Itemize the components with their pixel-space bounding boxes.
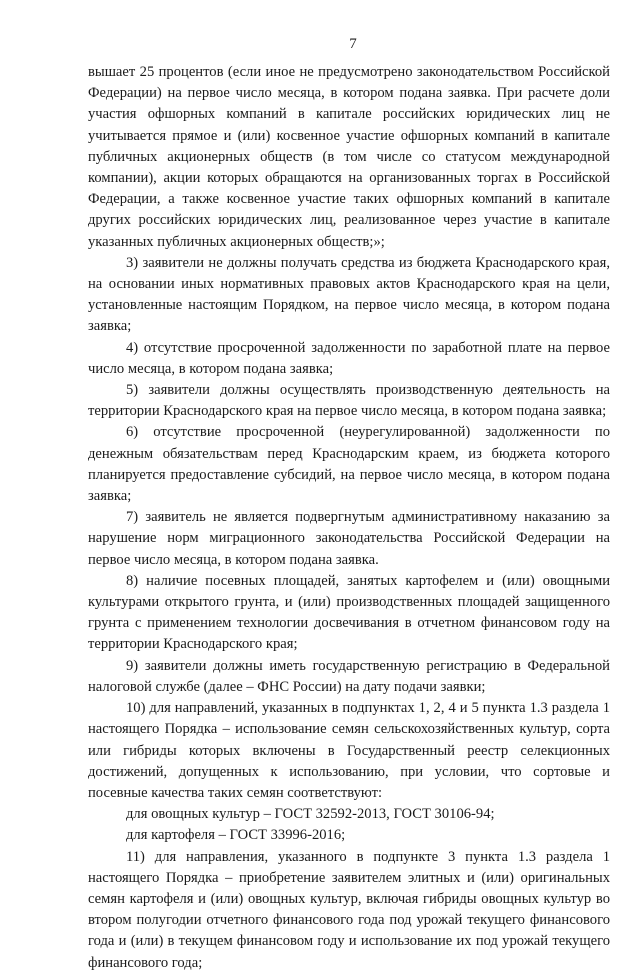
- paragraph-item-11: 11) для направления, указанного в подпункте 3 пункта 1.3 раздела 1 настоящего Порядка – приобретение заявителем элитных и (или) оригинальных семян картофеля и (или) овощных культур, включая гибриды овощных культур во втором полугодии отчетного финансового года под урожай текущего финансового года и (или) в текущем финансовом году и использование их под урожай текущего финансового года;: [88, 848, 610, 971]
- paragraph-item-5: 5) заявители должны осуществлять производственную деятельность на территории Краснодарского края на первое число месяца, в котором подана заявка;: [88, 382, 610, 420]
- paragraph-item-6: 6) отсутствие просроченной (неурегулированной) задолженности по денежным обязательствам перед Краснодарским краем, из бюджета которого планируется предоставление субсидий, на первое число месяца, в котором подана заявка;: [88, 424, 610, 505]
- paragraph-item-7: 7) заявитель не является подвергнутым административному наказанию за нарушение норм миграционного законодательства Российской Федерации на первое число месяца, в котором подана заявка.: [88, 509, 610, 568]
- paragraph-item-10: 10) для направлений, указанных в подпунктах 1, 2, 4 и 5 пункта 1.3 раздела 1 настоящего Порядка – использование семян сельскохозяйственных культур, сорта или гибриды которых включены в Государственный реестр селекционных достижений, допущенных к использованию, при условии, что сортовые и посевные качества таких семян соответствуют:: [88, 700, 610, 801]
- paragraph-vegetable-standard: для овощных культур – ГОСТ 32592-2013, ГОСТ 30106-94;: [126, 806, 495, 823]
- document-body: [88, 62, 610, 974]
- paragraph-potato-standard: для картофеля – ГОСТ 33996-2016;: [126, 827, 346, 844]
- page-number: 7: [349, 36, 357, 52]
- paragraph-item-8: 8) наличие посевных площадей, занятых картофелем и (или) овощными культурами открытого грунта, и (или) производственных площадей защищенного грунта с применением технологии досвечивания в отчетном финансовом году на территории Краснодарского края;: [88, 572, 610, 653]
- paragraph-item-9: 9) заявители должны иметь государственную регистрацию в Федеральной налоговой службе (далее – ФНС России) на дату подачи заявки;: [88, 657, 610, 695]
- paragraph-item-4: 4) отсутствие просроченной задолженности по заработной плате на первое число месяца, в котором подана заявка;: [88, 339, 610, 377]
- paragraph-item-3: 3) заявители не должны получать средства из бюджета Краснодарского края, на основании иных нормативных правовых актов Краснодарского края на цели, установленные настоящим Порядком, на первое число месяца, в котором подана заявка;: [88, 254, 610, 335]
- paragraph-continuation: вышает 25 процентов (если иное не предусмотрено законодательством Российской Федерации) на первое число месяца, в котором подана заявка. При расчете доли участия офшорных компаний в капитале российских юридических лиц не учитывается прямое и (или) косвенное участие офшорных компаний в капитале публичных акционерных обществ (в том числе со статусом международной компании), акции которых обращаются на организованных торгах в Российской Федерации, а также косвенное участие таких офшорных компаний в капитале других российских юридических лиц, реализованное через участие в капитале указанных публичных акционерных обществ;»;: [88, 64, 610, 250]
